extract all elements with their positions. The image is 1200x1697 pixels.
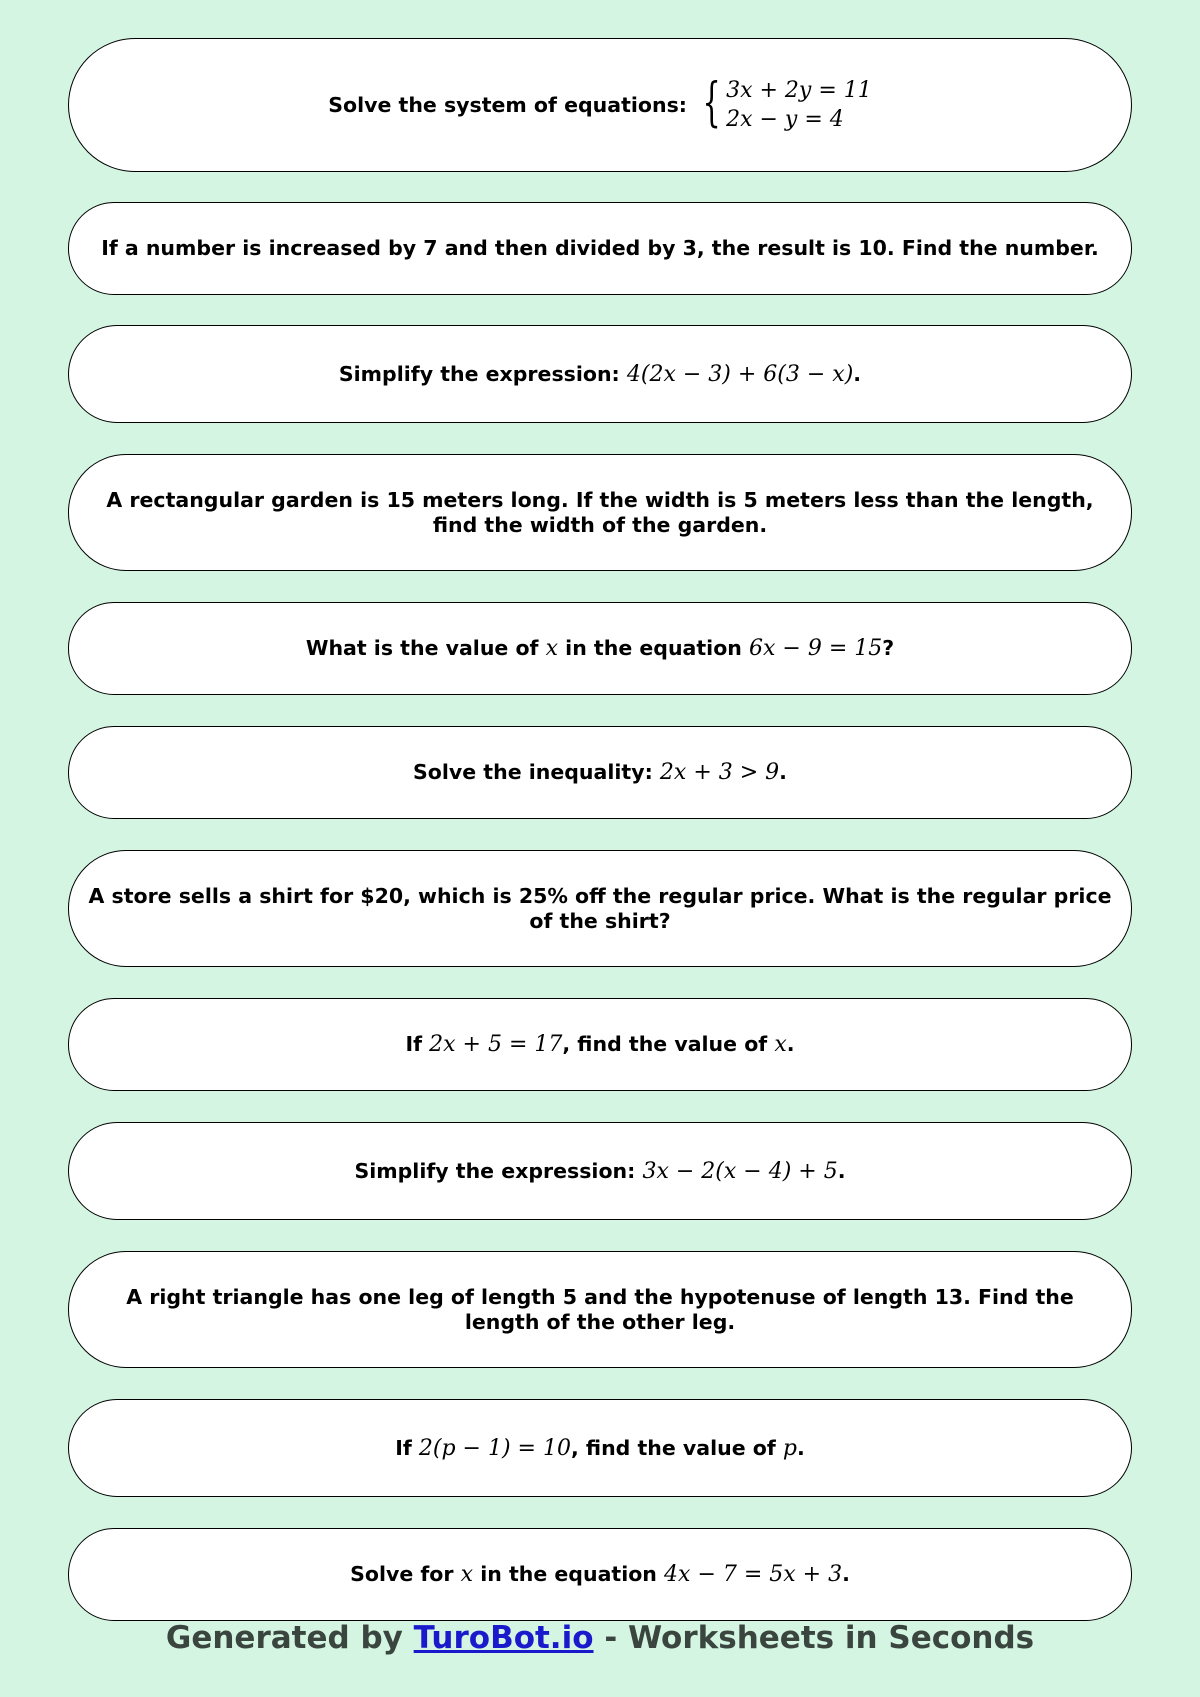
problem-text: If [405,1032,422,1056]
problem-punctuation: . [842,1562,850,1586]
problem-text: A store sells a shirt for $20, which is 25% off the regular price. What is the regular price of the shirt? [88,883,1112,933]
problem-text: Solve the system of equations: [328,92,687,117]
problem-text: in the equation [565,636,742,660]
problem-card [68,602,1132,695]
problem-card [68,202,1132,295]
problem-card [68,726,1132,819]
problem-punctuation: . [779,760,787,784]
brace-symbol: { [702,73,721,133]
math-expression: 3x − 2(x − 4) + 5 [642,1158,838,1184]
math-variable: x [774,1032,787,1057]
problem-card [68,850,1132,967]
math-expression: 2x + 3 > 9 [659,760,780,785]
problem-card [68,1251,1132,1368]
problem-punctuation: ? [882,636,895,660]
equation-line: 3x + 2y = 11 [726,78,872,103]
problem-text: What is the value of [305,636,539,660]
problem-text: , find the value of [570,1435,776,1460]
problem-text: If [395,1435,412,1460]
equation-line: 2x − y = 4 [726,107,844,132]
math-variable: x [460,1562,474,1587]
problem-card [68,1122,1132,1220]
problem-card [68,454,1132,571]
problem-text: in the equation [480,1562,657,1586]
problem-card [68,998,1132,1091]
problem-card [68,325,1132,423]
footer-prefix: Generated by [165,1620,403,1656]
problem-text: If a number is increased by 7 and then divided by 3, the result is 10. Find the number. [101,236,1099,260]
problem-text: Solve the inequality: [413,760,653,784]
math-expression: 2x + 5 = 17 [429,1032,563,1057]
problem-punctuation: . [786,1032,795,1056]
problem-text: Solve for [350,1562,454,1586]
problem-text: Simplify the expression: [338,361,620,386]
footer-suffix: - Worksheets in Seconds [604,1620,1035,1656]
problem-punctuation: . [797,1435,805,1460]
math-variable: x [545,636,559,661]
problem-card [68,1528,1132,1621]
problem-punctuation: . [837,1158,846,1183]
math-expression: 4x − 7 = 5x + 3 [664,1562,843,1587]
problem-text: , find the value of [562,1032,768,1056]
math-expression: 4(2x − 3) + 6(3 − x) [626,361,854,387]
math-expression: 6x − 9 = 15 [749,636,883,661]
problem-text: Simplify the expression: [354,1158,636,1183]
problem-punctuation: . [853,361,862,386]
turobot-link[interactable]: TuroBot.io [413,1620,594,1656]
problem-text: A right triangle has one leg of length 5 and the hypotenuse of length 13. Find the length of the other leg. [126,1284,1074,1334]
math-variable: p [782,1435,798,1461]
equation-system [695,73,872,134]
footer-credit [0,1620,1200,1656]
math-expression: 2(p − 1) = 10 [418,1435,571,1461]
problem-card [68,38,1132,172]
problem-card [68,1399,1132,1497]
problem-text: A rectangular garden is 15 meters long. If the width is 5 meters less than the length, find the width of the garden. [106,487,1094,537]
